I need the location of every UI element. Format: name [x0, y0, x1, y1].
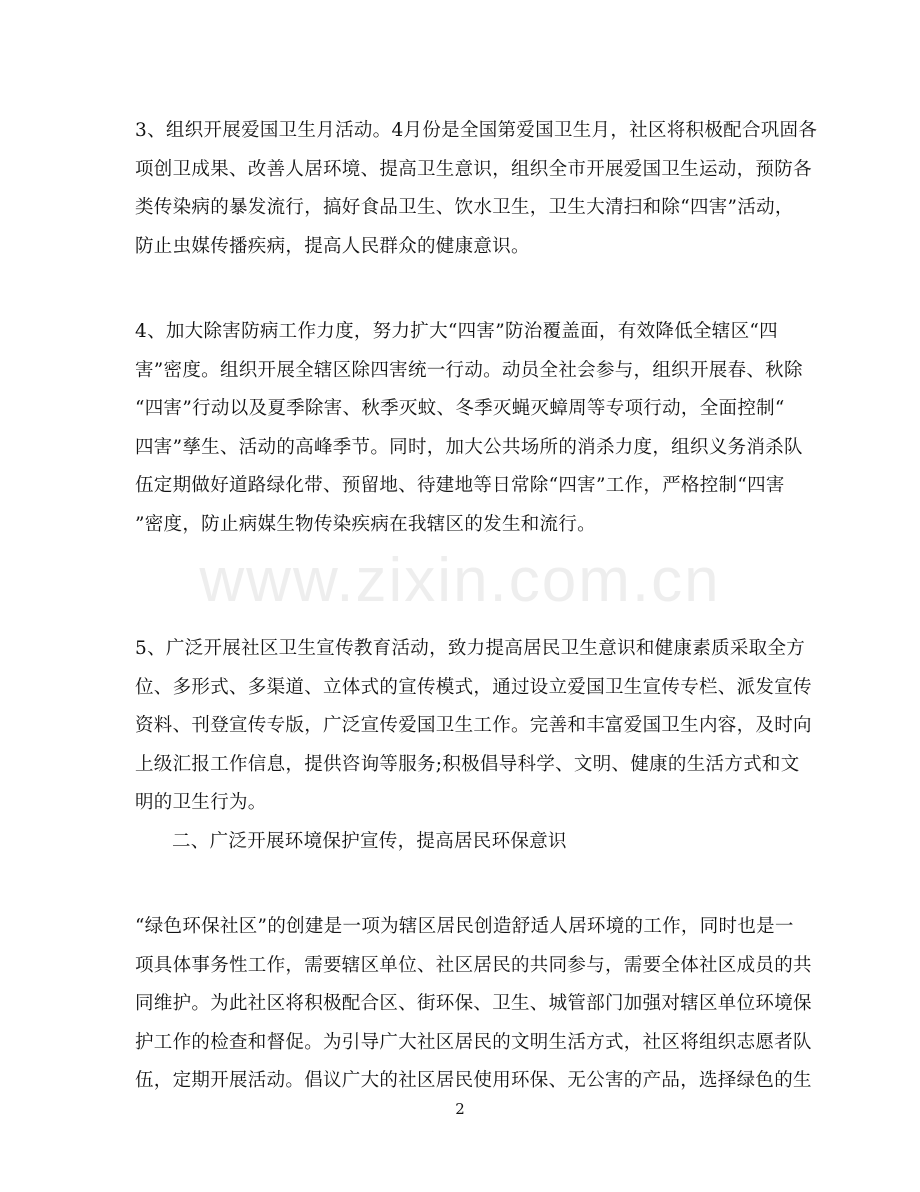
watermark: www.zixin.com.cn: [199, 546, 721, 615]
paragraph-line: 3、组织开展爱国卫生月活动。4月份是全国第爱国卫生月，社区将积极配合巩固各: [135, 120, 818, 141]
paragraph-line: 上级汇报工作信息，提供咨询等服务;积极倡导科学、文明、健康的生活方式和文: [135, 753, 800, 775]
paragraph-line: 资料、刊登宣传专版，广泛宣传爱国卫生工作。完善和丰富爱国卫生内容，及时向: [135, 715, 812, 736]
paragraph-line: 害”密度。组织开展全辖区除四害统一行动。动员全社会参与，组织开展春、秋除: [135, 359, 803, 381]
page-number: 2: [455, 1100, 465, 1118]
paragraph-line: 项具体事务性工作，需要辖区单位、社区居民的共同参与，需要全体社区成员的共: [135, 954, 812, 976]
paragraph-line: 伍定期做好道路绿化带、预留地、待建地等日常除“四害”工作，严格控制“四害: [135, 475, 785, 496]
paragraph-line: “四害”行动以及夏季除害、秋季灭蚊、冬季灭蝇灭蟑周等专项行动，全面控制“: [135, 398, 785, 419]
paragraph-line: 防止虫媒传播疾病，提高人民群众的健康意识。: [135, 235, 530, 257]
paragraph-line: 4、加大除害防病工作力度，努力扩大“四害”防治覆盖面，有效降低全辖区“四: [135, 321, 778, 342]
paragraph-5: [135, 630, 812, 823]
paragraph-line: 同维护。为此社区将积极配合区、街环保、卫生、城管部门加强对辖区单位环境保: [135, 993, 812, 1014]
paragraph-line: “绿色环保社区”的创建是一项为辖区居民创造舒适人居环境的工作，同时也是一: [135, 916, 794, 937]
paragraph-line: 类传染病的暴发流行，搞好食品卫生、饮水卫生，卫生大清扫和除“四害”活动，: [135, 197, 794, 218]
paragraph-3: [135, 112, 818, 266]
paragraph-line: 明的卫生行为。: [135, 792, 267, 813]
paragraph-line: 四害”孳生、活动的高峰季节。同时，加大公共场所的消杀力度，组织义务消杀队: [135, 436, 803, 458]
paragraph-4: [135, 313, 803, 544]
paragraph-line: 位、多形式、多渠道、立体式的宣传模式，通过设立爱国卫生宣传专栏、派发宣传: [135, 676, 812, 698]
paragraph-line: 伍，定期开展活动。倡议广大的社区居民使用环保、无公害的产品，选择绿色的生: [135, 1070, 812, 1091]
paragraph-line: 护工作的检查和督促。为引导广大社区居民的文明生活方式，社区将组织志愿者队: [135, 1031, 812, 1053]
paragraph-line: 5、广泛开展社区卫生宣传教育活动，致力提高居民卫生意识和健康素质采取全方: [135, 638, 806, 659]
paragraph-line: 项创卫成果、改善人居环境、提高卫生意识，组织全市开展爱国卫生运动，预防各: [135, 158, 812, 180]
section-heading: 二、广泛开展环境保护宣传，提高居民环保意识: [172, 831, 567, 852]
paragraph-green-community: [135, 908, 812, 1101]
paragraph-line: ”密度，防止病媒生物传染疾病在我辖区的发生和流行。: [135, 513, 596, 535]
